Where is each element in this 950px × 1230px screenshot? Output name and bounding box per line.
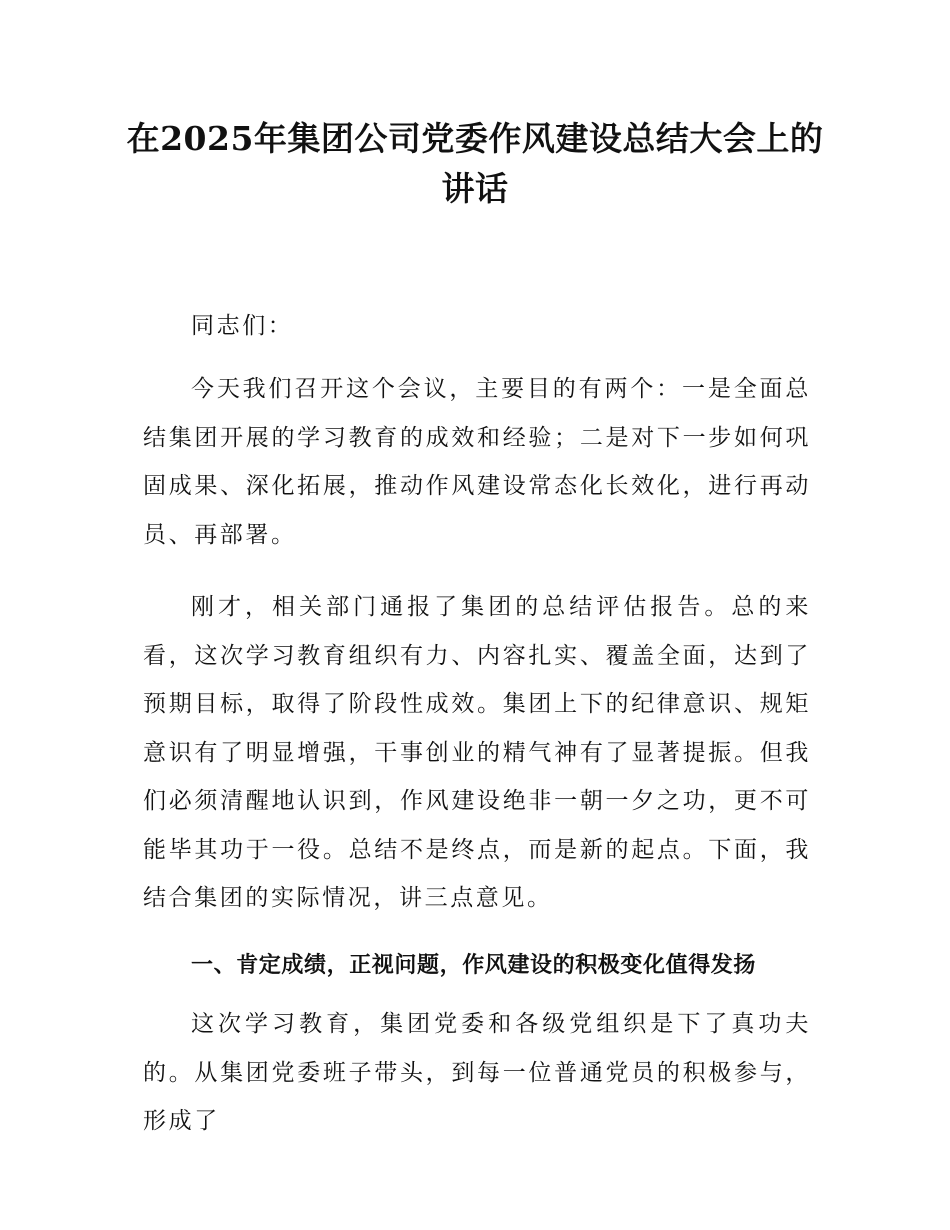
- paragraph-meeting-purpose: 今天我们召开这个会议，主要目的有两个：一是全面总结集团开展的学习教育的成效和经验；二是对下一步如何巩固成果、深化拓展，推动作风建设常态化长效化，进行再动员、再部署。: [143, 376, 811, 548]
- paragraph-evaluation-report: 刚才，相关部门通报了集团的总结评估报告。总的来看，这次学习教育组织有力、内容扎实、覆盖全面，达到了预期目标，取得了阶段性成效。集团上下的纪律意识、规矩意识有了明显增强，干事创业的精气神有了显著提振。但我们必须清醒地认识到，作风建设绝非一朝一夕之功，更不可能毕其功于一役。总结不是终点，而是新的起点。下面，我结合集团的实际情况，讲三点意见。: [143, 594, 811, 911]
- document-title: 在2025年集团公司党委作风建设总结大会上的讲话: [126, 119, 824, 208]
- section-heading-one: 一、肯定成绩，正视问题，作风建设的积极变化值得发扬: [191, 953, 757, 978]
- greeting: 同志们：: [191, 313, 294, 339]
- paragraph-section-one: 这次学习教育，集团党委和各级党组织是下了真功夫的。从集团党委班子带头，到每一位普通党员的积极参与，形成了: [143, 1011, 811, 1134]
